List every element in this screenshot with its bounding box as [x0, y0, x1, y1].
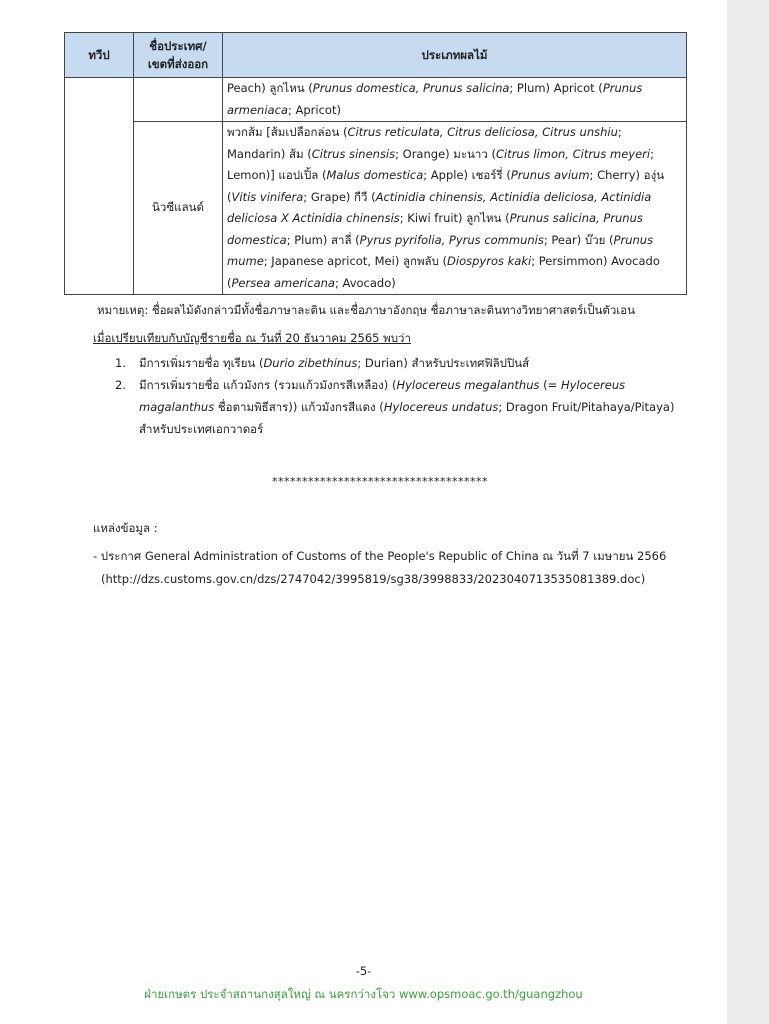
text-segment: ; Dragon Fruit/Pitahaya/Pitaya) สำหรับประเทศเอกวาดอร์	[139, 400, 675, 436]
scientific-name: Diospyros kaki	[447, 254, 532, 268]
note-text: หมายเหตุ: ชื่อผลไม้ดังกล่าวมีทั้งชื่อภาษาละติน และชื่อภาษาอังกฤษ ชื่อภาษาละตินทางวิทยาศาสตร์เป็นตัวเอน	[97, 303, 635, 317]
scientific-name: Hylocereus magalanthus	[139, 378, 626, 414]
list-item-text	[139, 374, 695, 440]
header-country-line2: เขตที่ส่งออก	[147, 57, 209, 71]
scientific-name: Hylocereus undatus	[383, 400, 499, 414]
country-cell	[134, 78, 223, 122]
footer-text: ฝ่ายเกษตร ประจำสถานกงสุลใหญ่ ณ นครกว่างโจว www.opsmoac.go.th/guangzhou	[144, 987, 583, 1001]
scientific-name: Prunus avium	[510, 168, 590, 182]
scientific-name: Pyrus pyrifolia, Pyrus communis	[359, 232, 544, 247]
text-segment: ; Apple) เชอร์รี่ (	[423, 168, 511, 182]
source-heading: แหล่งข้อมูล :	[93, 521, 158, 535]
scientific-name: Durio zibethinus	[263, 356, 358, 370]
text-segment: Peach) ลูกไหน (	[227, 81, 313, 95]
source-line: - ประกาศ General Administration of Customs of the People's Republic of China ณ วันที่ 7 เมษายน 2566	[93, 549, 667, 563]
scientific-name: Malus domestica	[326, 168, 424, 182]
list-item-text	[139, 352, 695, 374]
source-block	[93, 545, 713, 591]
fruits-cell	[223, 122, 687, 295]
viewer-side-panel	[727, 0, 769, 1024]
change-list	[115, 352, 695, 440]
scientific-name: Hylocereus megalanthus	[396, 378, 540, 392]
scientific-name: Citrus reticulata, Citrus deliciosa, Citrus unshiu	[347, 125, 618, 139]
table-header-row	[65, 33, 687, 78]
table-row	[65, 122, 687, 295]
compare-heading: เมื่อเปรียบเทียบกับบัญชีรายชื่อ ณ วันที่ 20 ธันวาคม 2565 พบว่า	[93, 331, 411, 345]
header-fruits: ประเภทผลไม้	[223, 33, 687, 78]
text-segment: ; Avocado)	[334, 275, 396, 290]
separator: ************************************	[272, 475, 488, 488]
scientific-name: Prunus domestica, Prunus salicina	[312, 81, 510, 95]
text-segment: พวกส้ม [ส้มเปลือกล่อน (	[227, 125, 348, 139]
scientific-name: Citrus limon, Citrus meyeri	[495, 146, 651, 161]
text-segment: ; Durian) สำหรับประเทศฟิลิปปินส์	[357, 356, 530, 370]
text-segment: (=	[539, 378, 561, 392]
text-segment: มีการเพิ่มรายชื่อ แก้วมังกร (รวมแก้วมังกรสีเหลือง) (	[139, 378, 397, 392]
table-row	[65, 78, 687, 122]
fruits-cell	[223, 78, 687, 122]
list-item	[115, 374, 695, 440]
text-segment: ; Apricot)	[287, 102, 341, 117]
scientific-name: Vitis vinifera	[231, 189, 304, 204]
page-number: -5-	[355, 964, 372, 978]
scientific-name: Prunus armeniaca	[227, 81, 643, 117]
text-segment: ; Plum) Apricot (	[509, 81, 603, 95]
text-segment: ; Cherry) องุ่น (	[227, 168, 665, 204]
text-segment: มีการเพิ่มรายชื่อ ทุเรียน (	[139, 356, 264, 370]
text-segment: ; Persimmon) Avocado (	[227, 254, 660, 290]
list-item-number: 2.	[115, 378, 126, 392]
text-segment: ; Japanese apricot, Mei) ลูกพลับ (	[263, 254, 448, 268]
text-segment: ; Mandarin) ส้ม (	[227, 125, 622, 161]
fruit-import-table	[64, 32, 687, 295]
continent-cell	[65, 78, 134, 295]
scientific-name: Citrus sinensis	[311, 146, 396, 161]
text-segment: ; Plum) สาลี่ (	[286, 232, 360, 247]
scientific-name: Prunus salicina, Prunus domestica	[227, 211, 643, 247]
text-segment: ชื่อตามพิธีสาร)) แก้วมังกรสีแดง (	[214, 400, 384, 414]
header-continent: ทวีป	[65, 33, 134, 78]
text-segment: ; Orange) มะนาว (	[395, 146, 496, 161]
header-country	[134, 33, 223, 78]
scientific-name: Prunus mume	[227, 232, 654, 268]
text-segment: ; Lemon)] แอปเปิ้ล (	[227, 146, 654, 182]
text-segment: ; Pear) บ๊วย (	[543, 232, 614, 247]
scientific-name: Actinidia chinensis, Actinidia deliciosa, Actinidia deliciosa X Actinidia chinensis	[227, 189, 652, 225]
list-item	[115, 352, 695, 374]
text-segment: ; Kiwi fruit) ลูกไหน (	[399, 211, 510, 225]
country-cell-new-zealand: นิวซีแลนด์	[134, 122, 223, 295]
list-item-number: 1.	[115, 356, 126, 370]
source-url: (http://dzs.customs.gov.cn/dzs/2747042/3995819/sg38/3998833/2023040713535081389.doc)	[101, 572, 646, 586]
scientific-name: Persea americana	[231, 275, 335, 290]
text-segment: ; Grape) กีวี (	[303, 189, 376, 204]
header-country-line1: ชื่อประเทศ/	[149, 39, 207, 53]
